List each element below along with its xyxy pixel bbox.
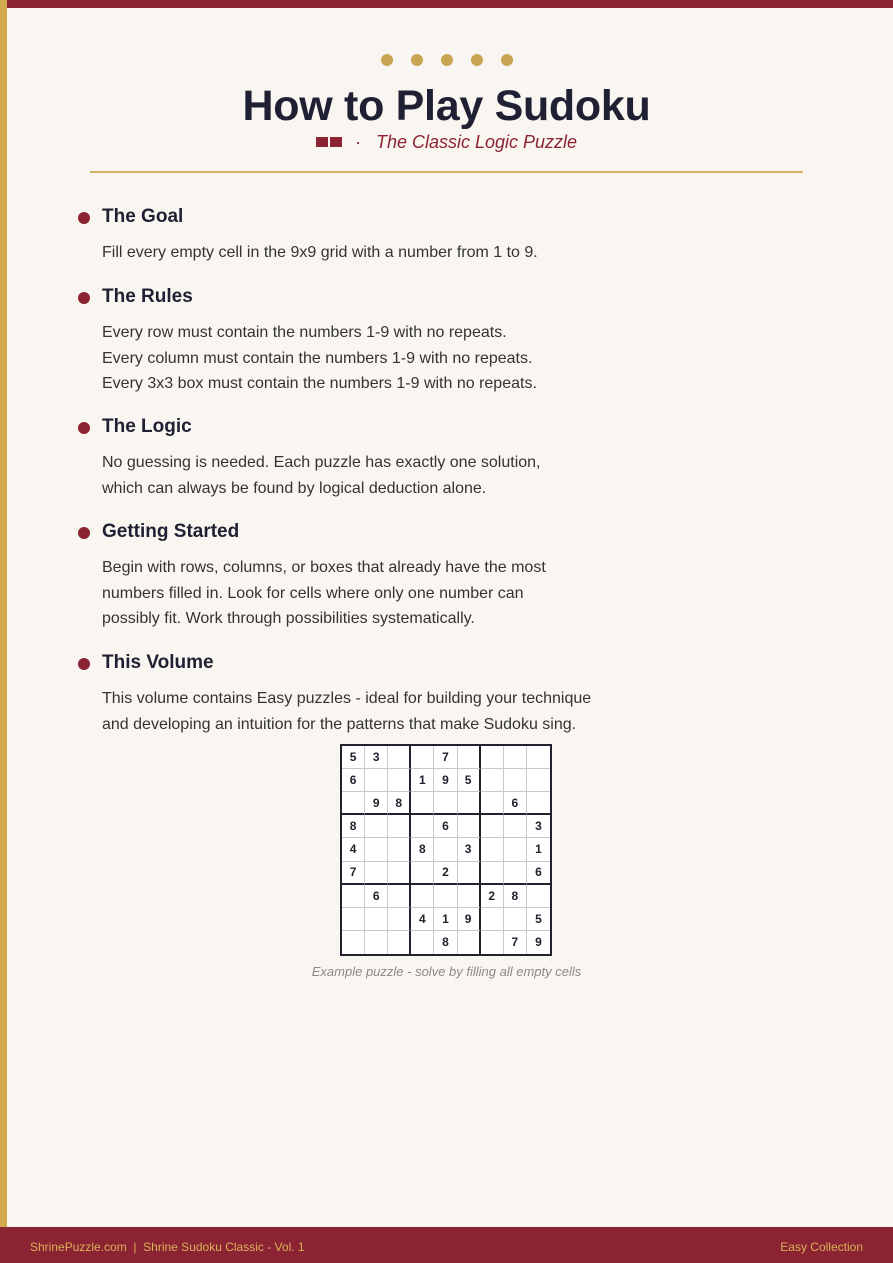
sudoku-cell <box>458 931 481 954</box>
dot-icon <box>471 54 483 66</box>
sudoku-cell <box>481 815 504 838</box>
sudoku-cell <box>342 931 365 954</box>
sudoku-cell: 3 <box>527 815 550 838</box>
sudoku-cell <box>434 838 457 861</box>
sudoku-cell <box>504 746 527 769</box>
sudoku-cell <box>527 792 550 815</box>
sudoku-cell: 8 <box>342 815 365 838</box>
section-getting-started <box>78 521 778 632</box>
section-title: The Rules <box>102 286 193 307</box>
section-line: Every 3x3 box must contain the numbers 1-9 with no repeats. <box>102 375 537 392</box>
bullet-icon <box>78 422 90 434</box>
sudoku-cell <box>411 792 434 815</box>
section-goal <box>78 206 778 266</box>
sudoku-cell: 9 <box>458 908 481 931</box>
dot-icon <box>441 54 453 66</box>
sudoku-cell <box>411 815 434 838</box>
section-line: Begin with rows, columns, or boxes that already have the most <box>102 559 546 576</box>
sudoku-cell: 9 <box>535 935 542 950</box>
sudoku-cell <box>481 931 504 954</box>
sudoku-cell: 6 <box>365 885 388 908</box>
footer <box>0 1227 893 1263</box>
sudoku-cell: 8 <box>388 792 411 815</box>
sudoku-cell <box>458 885 481 908</box>
sudoku-cell <box>411 746 434 769</box>
section-rules <box>78 286 778 397</box>
subtitle <box>0 132 893 154</box>
sudoku-cell <box>388 815 411 838</box>
sudoku-cell: 5 <box>342 746 365 769</box>
sudoku-cell <box>342 792 365 815</box>
sudoku-cell: 6 <box>527 862 550 885</box>
squares-icon <box>316 131 344 152</box>
sudoku-cell <box>388 908 411 931</box>
sudoku-cell: 1 <box>434 908 457 931</box>
sudoku-cell: 5 <box>527 908 550 931</box>
sudoku-cell <box>365 908 388 931</box>
sudoku-cell <box>481 908 504 931</box>
sudoku-cell <box>388 931 411 954</box>
sudoku-cell <box>504 769 527 792</box>
sudoku-cell <box>481 838 504 861</box>
sudoku-cell <box>458 746 481 769</box>
decorative-dots <box>0 54 893 66</box>
section-line: Every column must contain the numbers 1-9 with no repeats. <box>102 349 533 367</box>
section-logic <box>78 416 778 501</box>
sudoku-cell: 7 <box>434 746 457 769</box>
sudoku-cell: 3 <box>365 746 388 769</box>
sudoku-cell <box>504 815 527 838</box>
subtitle-text: The Classic Logic Puzzle <box>375 132 578 152</box>
page-title: How to Play Sudoku <box>242 82 651 130</box>
sudoku-cell: 3 <box>458 838 481 861</box>
sudoku-cell <box>388 862 411 885</box>
section-this-volume <box>78 652 778 737</box>
section-line: Fill every empty cell in the 9x9 grid with a number from 1 to 9. <box>102 244 538 261</box>
section-title: The Logic <box>102 416 192 437</box>
sudoku-cell <box>388 838 411 861</box>
sudoku-cell <box>342 908 365 931</box>
sudoku-cell <box>481 862 504 885</box>
sudoku-cell <box>504 862 527 885</box>
section-line: No guessing is needed. Each puzzle has exactly one solution, <box>102 454 541 471</box>
section-title: Getting Started <box>102 521 240 542</box>
sudoku-cell: 9 <box>434 769 457 792</box>
sudoku-cell: 8 <box>434 931 457 954</box>
sudoku-cell <box>388 885 411 908</box>
bullet-icon <box>78 527 90 539</box>
header-divider <box>90 171 803 173</box>
sudoku-cell: 4 <box>342 838 365 861</box>
sudoku-cell <box>365 931 388 954</box>
sudoku-cell <box>481 792 504 815</box>
sudoku-cell: 7 <box>504 931 527 954</box>
sudoku-cell: 9 <box>365 792 388 815</box>
subtitle-separator: · <box>354 132 361 152</box>
sudoku-cell <box>342 885 365 908</box>
footer-left-text: ShrinePuzzle.com | Shrine Sudoku Classic - Vol. 1 <box>30 1240 305 1254</box>
puzzle-caption: Example puzzle - solve by filling all empty cells <box>311 964 582 979</box>
section-line: and developing an intuition for the patterns that make Sudoku sing. <box>102 715 577 733</box>
section-title: The Goal <box>102 206 184 227</box>
bullet-icon <box>78 658 90 670</box>
sudoku-cell <box>481 746 504 769</box>
sudoku-cell <box>365 838 388 861</box>
sudoku-cell: 5 <box>458 769 481 792</box>
sudoku-cell <box>527 746 550 769</box>
section-line: Every row must contain the numbers 1-9 with no repeats. <box>102 324 507 341</box>
sudoku-cell: 2 <box>434 862 457 885</box>
sudoku-cell <box>527 885 550 908</box>
sudoku-cell <box>411 862 434 885</box>
sudoku-cell: 8 <box>411 838 434 861</box>
bullet-icon <box>78 212 90 224</box>
top-accent-bar <box>0 0 893 8</box>
sudoku-cell <box>434 885 457 908</box>
sudoku-cell: 7 <box>342 862 365 885</box>
sudoku-cell <box>365 815 388 838</box>
sudoku-cell <box>481 769 504 792</box>
sudoku-cell: 6 <box>434 815 457 838</box>
sudoku-cell <box>365 769 388 792</box>
sudoku-cell: 1 <box>527 838 550 861</box>
sudoku-cell <box>434 792 457 815</box>
sudoku-cell: 1 <box>411 769 434 792</box>
section-line: possibly fit. Work through possibilities systematically. <box>102 610 475 627</box>
sudoku-cell <box>458 815 481 838</box>
sudoku-cell <box>458 862 481 885</box>
sudoku-grid <box>340 744 552 956</box>
sudoku-cell <box>458 792 481 815</box>
dot-icon <box>501 54 513 66</box>
sudoku-cell <box>365 862 388 885</box>
sudoku-cell <box>411 885 434 908</box>
sudoku-cell: 4 <box>411 908 434 931</box>
sudoku-cell <box>388 769 411 792</box>
sudoku-cell <box>504 908 527 931</box>
sudoku-cell: 6 <box>504 792 527 815</box>
sudoku-cell <box>411 931 434 954</box>
sudoku-cell <box>504 838 527 861</box>
bullet-icon <box>78 292 90 304</box>
sudoku-cell: 6 <box>342 769 365 792</box>
sudoku-cell: 2 <box>481 885 504 908</box>
section-line: numbers filled in. Look for cells where only one number can <box>102 584 524 602</box>
sudoku-cell <box>388 746 411 769</box>
footer-right-text: Easy Collection <box>780 1240 863 1254</box>
sudoku-cell: 8 <box>504 885 527 908</box>
section-title: This Volume <box>102 652 214 673</box>
section-line: This volume contains Easy puzzles - ideal for building your technique <box>102 690 592 707</box>
dot-icon <box>381 54 393 66</box>
dot-icon <box>411 54 423 66</box>
sudoku-cell <box>527 769 550 792</box>
section-line: which can always be found by logical deduction alone. <box>102 479 487 497</box>
left-accent-bar <box>0 0 7 1263</box>
